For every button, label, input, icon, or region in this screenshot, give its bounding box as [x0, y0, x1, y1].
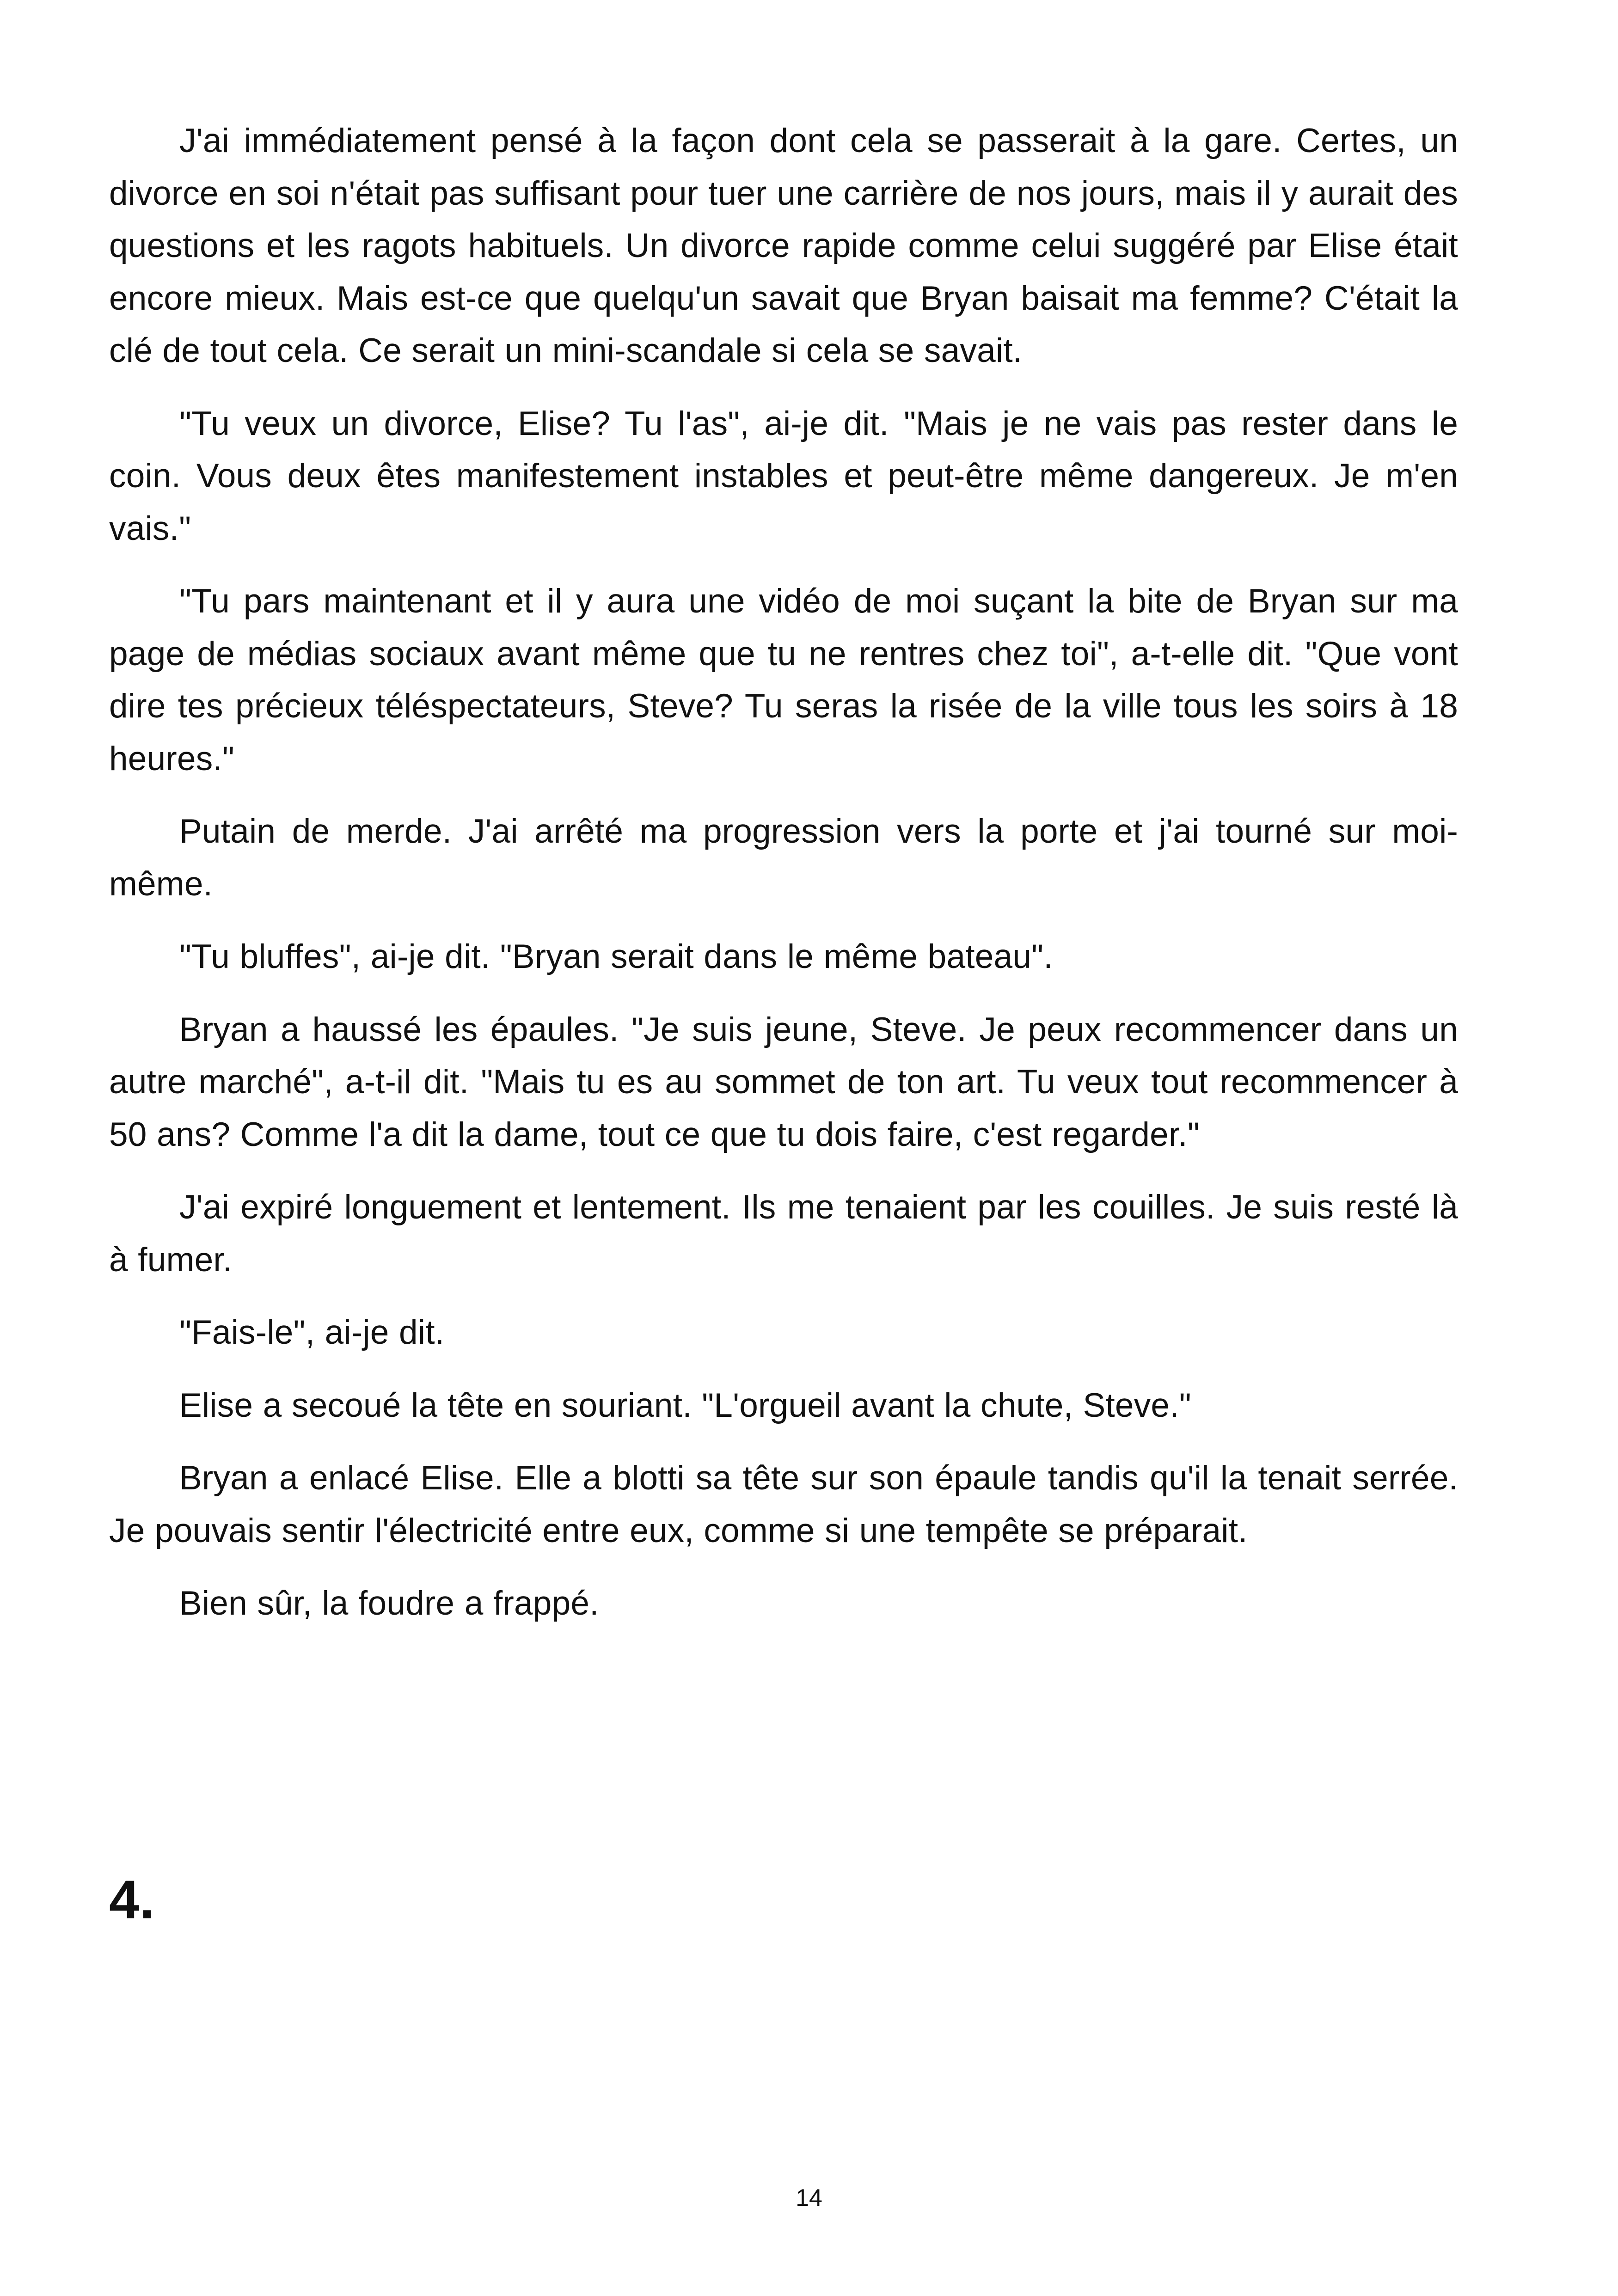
- paragraph-3: "Tu pars maintenant et il y aura une vidéo de moi suçant la bite de Bryan sur ma page de médias sociaux avant même que tu ne rentres chez toi", a-t-elle dit. "Que vont dire tes précieux téléspectateurs, Steve? Tu seras la risée de la ville tous les soirs à 18 heures.": [109, 582, 1458, 778]
- chapter-heading: 4.: [109, 1869, 155, 1930]
- paragraph-9: Elise a secoué la tête en souriant. "L'orgueil avant la chute, Steve.": [179, 1386, 1191, 1424]
- paragraph-11: Bien sûr, la foudre a frappé.: [179, 1585, 599, 1622]
- paragraph-4: Putain de merde. J'ai arrêté ma progression vers la porte et j'ai tourné sur moi-même.: [109, 813, 1458, 903]
- paragraph-10: Bryan a enlacé Elise. Elle a blotti sa tête sur son épaule tandis qu'il la tenait serrée. Je pouvais sentir l'électricité entre eux, comme si une tempête se préparait.: [109, 1459, 1458, 1549]
- page-number: 14: [796, 2185, 822, 2211]
- paragraph-7: J'ai expiré longuement et lentement. Ils me tenaient par les couilles. Je suis resté là à fumer.: [109, 1188, 1458, 1279]
- body-text: [109, 115, 1458, 1650]
- paragraph-2: "Tu veux un divorce, Elise? Tu l'as", ai-je dit. "Mais je ne vais pas rester dans le coin. Vous deux êtes manifestement instables et peut-être même dangereux. Je m'en vais.": [109, 404, 1458, 547]
- paragraph-5: "Tu bluffes", ai-je dit. "Bryan serait dans le même bateau".: [179, 938, 1053, 975]
- paragraph-8: "Fais-le", ai-je dit.: [179, 1314, 445, 1351]
- paragraph-1: J'ai immédiatement pensé à la façon dont cela se passerait à la gare. Certes, un divorce en soi n'était pas suffisant pour tuer une carrière de nos jours, mais il y aurait des questions et les ragots habituels. Un divorce rapide comme celui suggéré par Elise était encore mieux. Mais est-ce que quelqu'un savait que Bryan baisait ma femme? C'était la clé de tout cela. Ce serait un mini-scandale si cela se savait.: [109, 122, 1458, 369]
- paragraph-6: Bryan a haussé les épaules. "Je suis jeune, Steve. Je peux recommencer dans un autre marché", a-t-il dit. "Mais tu es au sommet de ton art. Tu veux tout recommencer à 50 ans? Comme l'a dit la dame, tout ce que tu dois faire, c'est regarder.": [109, 1010, 1458, 1153]
